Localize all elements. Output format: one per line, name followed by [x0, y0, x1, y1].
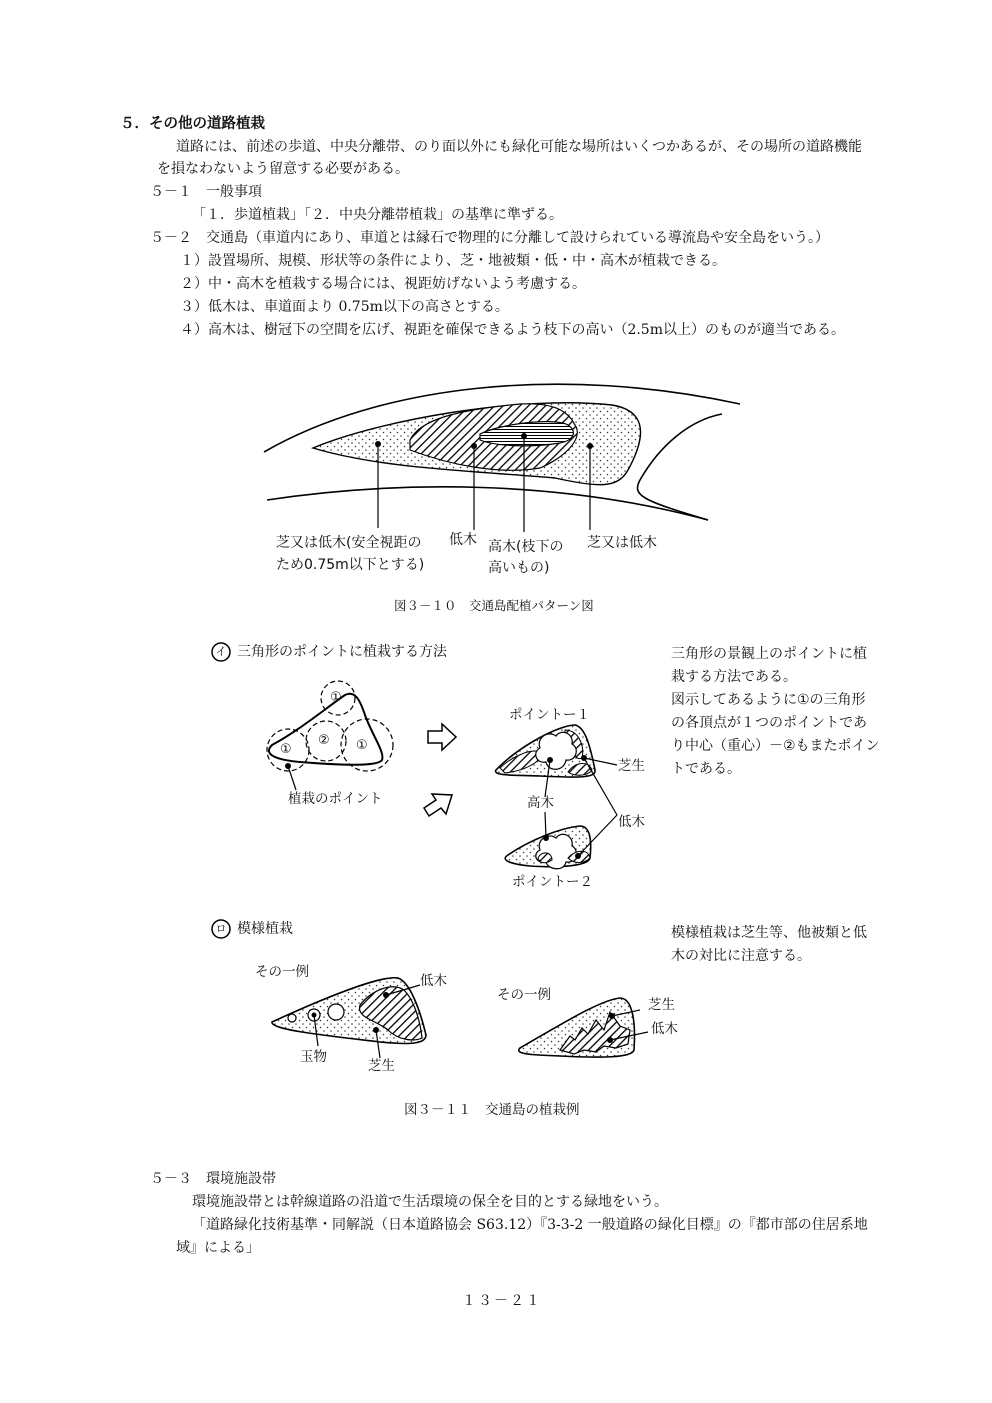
traffic-island-planting-diagram — [264, 384, 740, 532]
marker-i-text: イ — [215, 645, 227, 658]
subsection-5-3-line-3: 域』による」 — [176, 1240, 260, 1256]
label-example-1: その一例 — [255, 964, 309, 980]
method-b-title: 模様植栽 — [237, 921, 293, 937]
list-item-1: １）設置場所、規模、形状等の条件により、芝・地被類・低・中・高木が植栽できる。 — [180, 253, 726, 269]
label-point-1: ポイントー１ — [509, 707, 590, 723]
list-item-3: ３）低木は、車道面より 0.75m以下の高さとする。 — [180, 299, 509, 315]
circle-label-1-left: ① — [280, 742, 292, 757]
label-turf-b2: 芝生 — [648, 997, 675, 1013]
figure-caption-3-11: 図３－１１ 交通島の植栽例 — [404, 1102, 580, 1118]
label-planting-point: 植栽のポイント — [288, 791, 383, 807]
label-turf-b1: 芝生 — [368, 1058, 395, 1074]
label-shrub-b2: 低木 — [651, 1021, 678, 1037]
section-heading: ５．その他の道路植栽 — [120, 116, 265, 132]
list-item-2: ２）中・高木を植栽する場合には、視距妨げないよう考慮する。 — [180, 276, 586, 292]
label-shrub-b1: 低木 — [420, 973, 447, 989]
circle-label-1-right: ① — [356, 738, 368, 753]
label-shrub: 低木 — [449, 532, 477, 548]
marker-ro-text: ロ — [215, 922, 227, 935]
subsection-5-2-heading: ５－２ 交通島（車道内にあり、車道とは縁石で物理的に分離して設けられている導流島や安全島をいう。） — [150, 230, 829, 246]
subsection-5-3-line-1: 環境施設帯とは幹線道路の沿道で生活環境の保全を目的とする緑地をいう。 — [192, 1194, 668, 1210]
subsection-5-1-heading: ５－１ 一般事項 — [150, 184, 262, 200]
label-tall-tree: 高木(枝下の — [488, 539, 564, 555]
circle-label-1-top: ① — [330, 690, 342, 705]
method-a-description: 三角形の景観上のポイントに植 栽する方法である。 図示してあるように①の三角形 の各頂点が１つのポイントであ り中心（重心）－②もまたポイン トである。 — [671, 646, 880, 777]
label-tall-tree-b: 高いもの) — [488, 560, 550, 576]
label-tall-a: 高木 — [527, 795, 554, 811]
method-b-description: 模様植栽は芝生等、他被類と低 木の対比に注意する。 — [671, 925, 867, 964]
label-turf-or-shrub-2: 芝又は低木 — [587, 535, 657, 551]
label-shrub-a: 低木 — [618, 814, 645, 830]
list-item-4: ４）高木は、樹冠下の空間を広げ、視距を確保できるよう枝下の高い（2.5m以上）のものが適当である。 — [180, 322, 845, 338]
pattern-planting-diagram — [272, 978, 648, 1058]
circle-label-2: ② — [318, 733, 330, 748]
label-turf-a: 芝生 — [618, 758, 645, 774]
method-a-title: 三角形のポイントに植栽する方法 — [237, 644, 447, 660]
label-point-2: ポイントー２ — [512, 874, 593, 890]
label-turf-or-shrub-1: 芝又は低木(安全視距の — [276, 535, 422, 551]
subsection-5-3-line-2: 「道路緑化技術基準・同解説（日本道路協会 S63.12）『3-3-2 一般道路の緑化目標』の『都市部の住居系地 — [192, 1217, 868, 1233]
page-number: １３－２１ — [462, 1293, 542, 1309]
subsection-5-3-heading: ５－３ 環境施設帯 — [150, 1171, 276, 1187]
label-example-2: その一例 — [497, 987, 551, 1003]
label-turf-or-shrub-1b: ため0.75m以下とする) — [276, 557, 425, 573]
intro-line-1: 道路には、前述の歩道、中央分離帯、のり面以外にも緑化可能な場所はいくつかあるが、その場所の道路機能 — [176, 139, 862, 155]
intro-line-2: を損なわないよう留意する必要がある。 — [157, 161, 409, 177]
figure-caption-3-10: 図３－１０ 交通島配植パターン図 — [394, 598, 594, 613]
label-ornament: 玉物 — [300, 1049, 327, 1065]
subsection-5-1-body: 「１．歩道植栽」「２．中央分離帯植栽」の基準に準ずる。 — [192, 207, 563, 223]
